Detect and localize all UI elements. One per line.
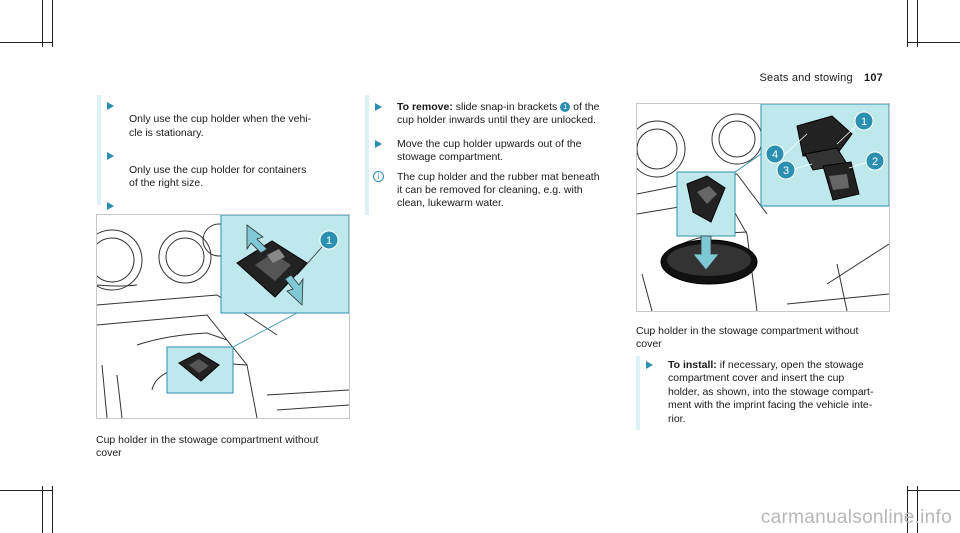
note-bar xyxy=(636,356,640,430)
callout-1 xyxy=(320,231,338,249)
watermark: carmanualsonline.info xyxy=(760,507,952,528)
compartment-illustration xyxy=(637,104,889,311)
figure-caption: Cup holder in the stowage compartment without cover xyxy=(636,325,859,350)
right-steps xyxy=(646,359,896,436)
figure-cup-holder-removal xyxy=(96,214,350,419)
callout-2 xyxy=(866,152,884,170)
note-bar xyxy=(365,95,369,215)
info-icon: i xyxy=(373,171,384,182)
section-title: Seats and stowing xyxy=(759,72,853,84)
page-header xyxy=(759,72,883,84)
svg-text:2: 2 xyxy=(871,156,879,168)
middle-steps xyxy=(375,101,625,221)
figure-cup-holder-install xyxy=(636,103,890,312)
callout-4 xyxy=(766,145,784,163)
arrow-icon xyxy=(107,152,114,160)
svg-text:1: 1 xyxy=(860,116,868,128)
arrow-icon xyxy=(375,140,382,148)
step-move: Move the cup holder upwards out of the stowage compartment. xyxy=(375,138,625,165)
arrow-icon xyxy=(107,202,114,210)
arrow-icon xyxy=(107,102,114,110)
step-install: To install: if necessary, open the stowage compartment cover and insert the cup holder, as shown, into the stowage compart- ment with the imprint facing the vehicle inte- rior. xyxy=(646,359,896,426)
svg-text:1: 1 xyxy=(325,235,333,247)
callout-1 xyxy=(855,112,873,130)
bullet-item: Only use the cup holder for containers of the right size. xyxy=(107,150,352,190)
note-cleaning: i The cup holder and the rubber mat beneath it can be removed for cleaning, e.g. with clean, lukewarm water. xyxy=(375,171,625,211)
figure-caption: Cup holder in the stowage compartment without cover xyxy=(96,434,319,459)
arrow-icon xyxy=(375,103,382,111)
bullet-item: Only use the cup holder when the vehi- cle is stationary. xyxy=(107,100,352,140)
callout-3 xyxy=(777,161,795,179)
dashboard-illustration xyxy=(97,215,349,418)
step-remove: To remove: slide snap-in brackets 1 of the cup holder inwards until they are unlocked. xyxy=(375,101,625,128)
svg-text:4: 4 xyxy=(771,149,779,161)
arrow-icon xyxy=(646,361,653,369)
svg-text:3: 3 xyxy=(782,165,790,177)
note-bar xyxy=(97,95,101,205)
page-number: 107 xyxy=(864,72,883,84)
callout-1: 1 xyxy=(560,102,570,112)
